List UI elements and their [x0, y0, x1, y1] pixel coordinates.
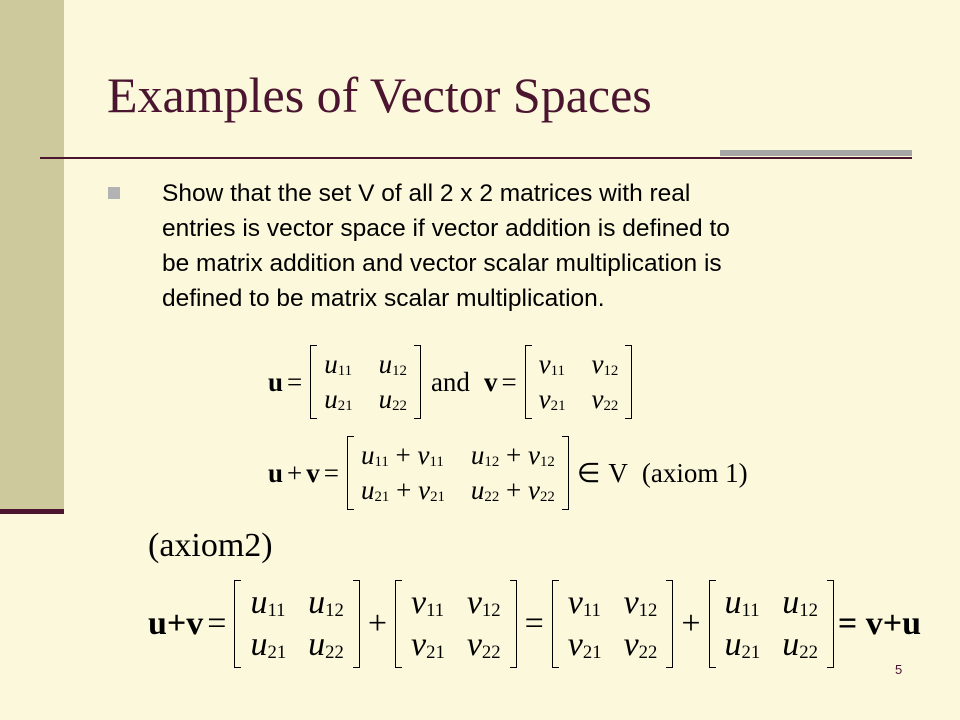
- matrix-entry: $v_{11}$: [411, 584, 445, 621]
- slide-title: Examples of Vector Spaces: [107, 67, 652, 123]
- matrix-entry: $u_{22}$: [378, 384, 407, 415]
- bullet-line: Show that the set V of all 2 x 2 matrices with real: [162, 180, 691, 207]
- math-lhs: u+v: [148, 605, 204, 642]
- page-number: 5: [895, 662, 903, 677]
- matrix-entry: $v_{11}$: [538, 349, 565, 380]
- math-equals: =: [501, 366, 517, 397]
- matrix-entry: $v_{22}$: [591, 384, 619, 415]
- math-plus: +: [681, 605, 701, 642]
- equation-sum: [268, 436, 752, 510]
- math-v: v: [306, 457, 320, 488]
- matrix-entry: $v_{21}$: [567, 626, 602, 663]
- axiom1-label: (axiom 1): [641, 457, 748, 488]
- matrix-v: [552, 580, 674, 668]
- bullet-line: be matrix addition and vector scalar multiplication is: [162, 250, 722, 277]
- matrix-entry: $u_{12} + v_{12}$: [470, 440, 555, 471]
- matrix-entry: $v_{22}$: [466, 626, 501, 663]
- math-equals: =: [207, 605, 227, 642]
- title-rule: [40, 157, 912, 159]
- math-u: u: [268, 457, 284, 488]
- matrix-entry: $u_{12}$: [782, 584, 818, 621]
- math-rhs: = v+u: [837, 605, 922, 642]
- math-element-of: ∈: [576, 457, 601, 488]
- side-decor-underline: [0, 509, 64, 514]
- matrix-entry: $v_{12}$: [466, 584, 501, 621]
- matrix-entry: $v_{22}$: [623, 626, 658, 663]
- matrix-u: [234, 580, 359, 668]
- math-u: u: [268, 366, 284, 397]
- math-plus: +: [287, 457, 303, 488]
- matrix-entry: $u_{21} + v_{21}$: [361, 475, 445, 506]
- title-rule-accent: [720, 150, 912, 156]
- matrix-entry: $u_{22}$: [782, 626, 818, 663]
- bullet-line: defined to be matrix scalar multiplication.: [162, 285, 605, 312]
- matrix-v: [525, 345, 633, 419]
- matrix-entry: $u_{12}$: [308, 584, 344, 621]
- matrix-entry: $u_{11}$: [724, 584, 760, 621]
- bullet-text: [162, 176, 922, 316]
- matrix-entry: $u_{21}$: [724, 626, 761, 663]
- bullet-square-icon: [108, 187, 120, 199]
- matrix-entry: $v_{12}$: [591, 349, 619, 380]
- math-equals: =: [287, 366, 303, 397]
- matrix-entry: $v_{21}$: [411, 626, 445, 663]
- matrix-entry: $v_{11}$: [567, 584, 601, 621]
- matrix-entry: $u_{22}$: [308, 626, 344, 663]
- matrix-entry: $u_{11}$: [324, 349, 353, 380]
- equation-commutativity: [148, 580, 921, 668]
- matrix-entry: $u_{11} + v_{11}$: [361, 440, 444, 471]
- matrix-entry: $u_{22} + v_{22}$: [470, 475, 555, 506]
- math-set-v: V: [608, 457, 628, 488]
- matrix-entry: $v_{12}$: [623, 584, 658, 621]
- math-equals: =: [524, 605, 544, 642]
- bullet-line: entries is vector space if vector addition is defined to: [162, 215, 730, 242]
- side-decor-bar: [0, 0, 64, 510]
- matrix-u: [709, 580, 834, 668]
- axiom2-label: (axiom2): [148, 527, 273, 564]
- matrix-sum: [347, 436, 569, 510]
- matrix-u: [310, 345, 421, 419]
- matrix-entry: $u_{21}$: [324, 384, 353, 415]
- math-and: and: [430, 366, 470, 397]
- equation-u-and-v: [268, 345, 636, 419]
- matrix-v: [395, 580, 517, 668]
- math-equals: =: [323, 457, 339, 488]
- math-v: v: [483, 366, 498, 397]
- matrix-entry: $u_{12}$: [378, 349, 407, 380]
- matrix-entry: $u_{21}$: [250, 626, 287, 663]
- matrix-entry: $u_{11}$: [250, 584, 286, 621]
- math-plus: +: [367, 605, 388, 642]
- matrix-entry: $v_{21}$: [538, 384, 566, 415]
